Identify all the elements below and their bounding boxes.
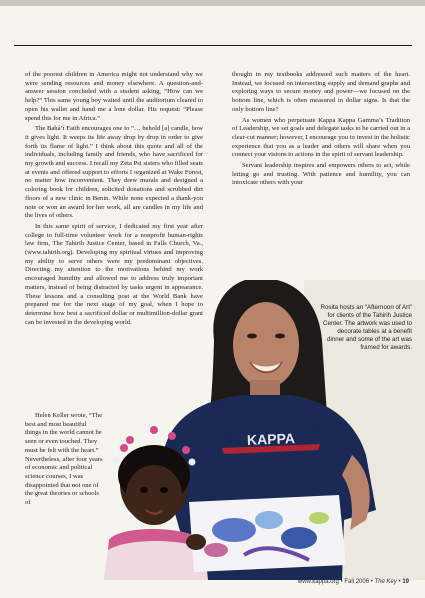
right-paragraph-3: Servant leadership inspires and empowers others to act, while letting go and trusting. With patience and humility, you can intoxicate others with your [232, 162, 410, 187]
footer-magazine: The Key [374, 579, 397, 585]
left-paragraph-1: of the poorest children in America might not understand why we were sending resources and money elsewhere. A question-and-answer session concluded with a student asking, “How can we help?” This same young boy waited until the auditorium cleared to open his wallet and hand me a lone dollar. His request: “Please spend this for me in Africa.” [25, 71, 203, 122]
footer-issue: Fall 2006 [344, 579, 370, 585]
left-paragraph-4: Helen Keller wrote, “The best and most beautiful things in the world cannot be seen or even touched. They must be felt with the heart.” Nevertheless, after four years of economic and political science courses, I was disappointed that not one of the great theories or schools of [25, 412, 103, 507]
right-column [232, 71, 410, 190]
left-column-narrow [25, 412, 103, 510]
header-rule [14, 45, 412, 46]
footer-separator: • [370, 579, 373, 585]
left-paragraph-3: In this same spirit of service, I dedicated my first year after college to full-time volunteer work for a nonprofit human-rights law firm, The Tahirih Justice Center, based in Falls Church, Va., (www.tahirih.org). Developing my spiritual virtues and improving my ability to serve others were my predominant objectives. Directing my attention to the motivations behind my work encouraged humility and allowed me to address truly important matters, instead of being distracted by tasks urgent in appearance. These lessons and a consulting post at the World Bank have prepared me for the next stage of my goal, when I hope to determine how best a sacrificed dollar or multimillion-dollar grant can be invested in the developing world. [25, 222, 203, 326]
footer-site: www.kappa.org [297, 579, 339, 585]
footer-separator: • [398, 579, 401, 585]
page-number: 19 [402, 579, 409, 585]
footer-separator: • [340, 579, 343, 585]
page-footer [298, 579, 409, 585]
photo-caption: Rosita hosts an “Afternoon of Art” for clients of the Tahirih Justice Center. The artwork was used to decorate tables at a benefit dinner and some of the art was framed for awards. [320, 304, 412, 351]
left-paragraph-2: The Bahá’í Faith encourages one to “… behold [a] candle, how it gives light. It weeps its life away drop by drop in order to give forth its flame of light.” I think about this quote and all of the individuals, including family and friends, who have sacrificed for my growth and success. I recall my Zeta Psi sisters who filled seats at events and offered support to efforts I organized at Wake Forest, no matter how inconvenient. They drew murals and designed a coloring book for children, solicited donations and scrubbed dirt floors of a new clinic in Benin. While none expected a thank-you note or won an award for her work, all are candles in my life and the lives of others. [25, 125, 203, 220]
right-paragraph-2: As women who perpetuate Kappa Kappa Gamma’s Tradition of Leadership, we set goals and delegate tasks to be carried out in a clear-cut manner; however, I encourage you to invest in the holistic experience that you as a leader and others will share when you connect your visions to actions in the spirit of servant leadership. [232, 116, 410, 159]
page-top-edge [0, 0, 425, 6]
shirt-lettering: KAPPA [246, 430, 296, 448]
right-paragraph-1: thought in my textbooks addressed such matters of the heart. Instead, we focused on intersecting supply and demand graphs and exploring ways to secure money and power—we focused on the bottom line, which is often measured in dollar signs. Is that the only bottom line? [232, 71, 410, 113]
